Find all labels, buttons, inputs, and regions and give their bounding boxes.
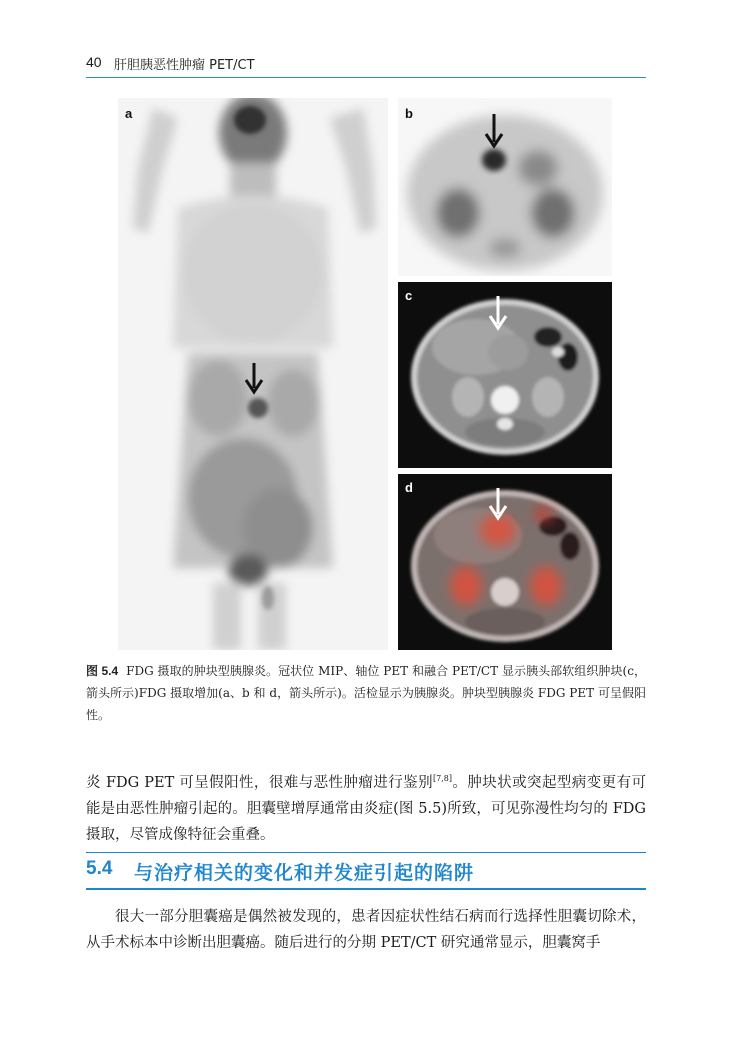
panel-d-fused-pet-ct xyxy=(398,474,612,650)
panel-c-axial-ct xyxy=(398,282,612,468)
panel-label-a: a xyxy=(125,106,133,121)
fused-pet-ct-image xyxy=(398,474,612,650)
section-rule xyxy=(86,888,646,890)
section-heading xyxy=(86,856,646,890)
panel-label-c: c xyxy=(405,288,413,303)
figure-5-4 xyxy=(118,98,612,650)
section-rule-top xyxy=(86,852,646,853)
section-number: 5.4 xyxy=(86,858,113,879)
panel-b-axial-pet xyxy=(398,98,612,276)
citation-ref: [7,8] xyxy=(433,774,452,783)
caption-label: 图 5.4 xyxy=(86,664,119,678)
caption-text: FDG 摄取的肿块型胰腺炎。冠状位 MIP、轴位 PET 和融合 PET/CT 显示胰头部软组织肿块(c，箭头所示)FDG 摄取增加(a、b 和 d，箭头所示)。活检显示为胰腺炎。肿块型胰腺炎 FDG PET 可呈假阳性。 xyxy=(86,664,646,722)
paragraph-1-text-b: 。肿块状或突起型病变更有可能是由恶性肿瘤引起的。胆囊壁增厚通常由炎症(图 5.5)所致，可见弥漫性均匀的 FDG 摄取，尽管成像特征会重叠。 xyxy=(86,774,646,843)
header-rule xyxy=(86,77,646,78)
mip-image xyxy=(118,98,388,650)
section-title: 与治疗相关的变化和并发症引起的陷阱 xyxy=(134,862,475,884)
running-title: 肝胆胰恶性肿瘤 PET/CT xyxy=(114,58,255,73)
panel-label-b: b xyxy=(405,106,413,121)
axial-pet-image xyxy=(398,98,612,276)
panel-a-coronal-mip xyxy=(118,98,388,650)
page-number: 40 xyxy=(86,54,102,70)
axial-ct-image xyxy=(398,282,612,468)
figure-caption xyxy=(86,660,646,726)
body-paragraph-2: 很大一部分胆囊癌是偶然被发现的，患者因症状性结石病而行选择性胆囊切除术，从手术标本中诊断出胆囊癌。随后进行的分期 PET/CT 研究通常显示，胆囊窝手 xyxy=(86,909,646,951)
panel-label-d: d xyxy=(405,480,413,495)
paragraph-1-text-a: 炎 FDG PET 可呈假阳性，很难与恶性肿瘤进行鉴别 xyxy=(86,774,434,791)
body-paragraph-1 xyxy=(86,766,646,848)
page-header xyxy=(86,50,646,80)
